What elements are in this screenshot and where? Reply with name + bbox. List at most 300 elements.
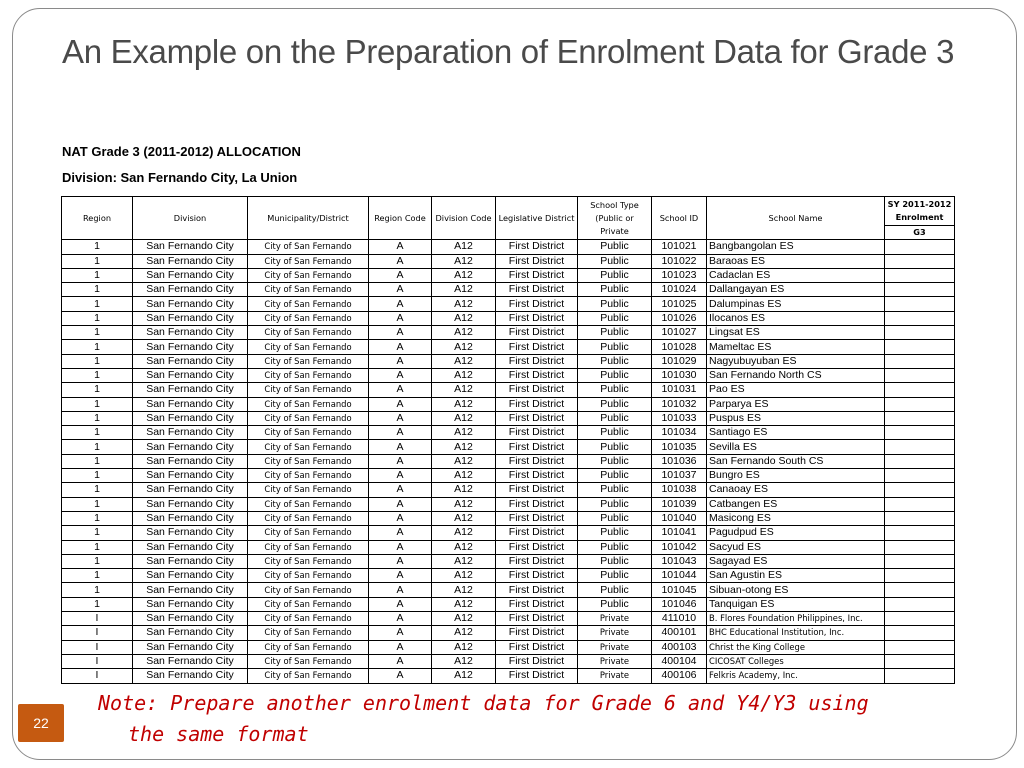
cell-region-code: A: [369, 511, 432, 525]
cell-division-code: A12: [432, 540, 496, 554]
table-row: [62, 612, 955, 626]
header-division-code: Division Code: [432, 197, 496, 240]
cell-region: 1: [62, 469, 133, 483]
cell-school-type: Public: [578, 469, 652, 483]
header-sy-enrolment: SY 2011-2012 Enrolment: [885, 197, 955, 226]
cell-municipality: City of San Fernando: [248, 626, 369, 640]
cell-school-name: Baraoas ES: [707, 254, 885, 268]
cell-legislative-district: First District: [496, 454, 578, 468]
cell-school-type: Public: [578, 497, 652, 511]
cell-school-name: Dalumpinas ES: [707, 297, 885, 311]
cell-division: San Fernando City: [133, 569, 248, 583]
cell-division-code: A12: [432, 368, 496, 382]
cell-school-id: 101023: [652, 268, 707, 282]
cell-school-id: 400106: [652, 669, 707, 683]
header-school-type: School Type (Public or Private: [578, 197, 652, 240]
cell-region-code: A: [369, 454, 432, 468]
cell-region-code: A: [369, 326, 432, 340]
cell-g3-enrolment: [885, 426, 955, 440]
cell-division-code: A12: [432, 569, 496, 583]
cell-region: 1: [62, 283, 133, 297]
table-row: [62, 368, 955, 382]
table-row: [62, 554, 955, 568]
cell-region: 1: [62, 454, 133, 468]
cell-division-code: A12: [432, 311, 496, 325]
header-municipality: Municipality/District: [248, 197, 369, 240]
cell-region: 1: [62, 411, 133, 425]
cell-g3-enrolment: [885, 297, 955, 311]
table-row: [62, 640, 955, 654]
cell-legislative-district: First District: [496, 340, 578, 354]
cell-region-code: A: [369, 554, 432, 568]
cell-school-id: 101046: [652, 597, 707, 611]
cell-division-code: A12: [432, 411, 496, 425]
cell-division: San Fernando City: [133, 454, 248, 468]
cell-division-code: A12: [432, 426, 496, 440]
cell-g3-enrolment: [885, 411, 955, 425]
cell-school-id: 101031: [652, 383, 707, 397]
cell-g3-enrolment: [885, 669, 955, 683]
allocation-subtitle: NAT Grade 3 (2011-2012) ALLOCATION: [62, 144, 301, 159]
cell-division-code: A12: [432, 469, 496, 483]
cell-municipality: City of San Fernando: [248, 254, 369, 268]
cell-legislative-district: First District: [496, 626, 578, 640]
cell-municipality: City of San Fernando: [248, 283, 369, 297]
cell-region-code: A: [369, 340, 432, 354]
table-row: [62, 326, 955, 340]
cell-legislative-district: First District: [496, 311, 578, 325]
cell-region: I: [62, 626, 133, 640]
slide-title: An Example on the Preparation of Enrolment Data for Grade 3: [62, 33, 955, 70]
cell-division-code: A12: [432, 554, 496, 568]
cell-municipality: City of San Fernando: [248, 483, 369, 497]
cell-region: 1: [62, 597, 133, 611]
cell-division-code: A12: [432, 497, 496, 511]
cell-school-name: San Fernando South CS: [707, 454, 885, 468]
note-line-1: Note: Prepare another enrolment data for Grade 6 and Y4/Y3 using: [98, 691, 869, 715]
cell-school-type: Public: [578, 483, 652, 497]
cell-school-name: Bungro ES: [707, 469, 885, 483]
table-row: [62, 426, 955, 440]
cell-school-type: Public: [578, 268, 652, 282]
cell-school-id: 411010: [652, 612, 707, 626]
cell-g3-enrolment: [885, 311, 955, 325]
table-row: [62, 469, 955, 483]
cell-division-code: A12: [432, 669, 496, 683]
cell-legislative-district: First District: [496, 254, 578, 268]
cell-division: San Fernando City: [133, 583, 248, 597]
cell-region-code: A: [369, 640, 432, 654]
cell-school-type: Public: [578, 354, 652, 368]
cell-school-name: Dallangayan ES: [707, 283, 885, 297]
cell-school-name: Mameltac ES: [707, 340, 885, 354]
cell-region-code: A: [369, 254, 432, 268]
cell-legislative-district: First District: [496, 654, 578, 668]
header-region: Region: [62, 197, 133, 240]
cell-school-name: Nagyubuyuban ES: [707, 354, 885, 368]
cell-school-type: Public: [578, 340, 652, 354]
cell-region-code: A: [369, 268, 432, 282]
cell-g3-enrolment: [885, 612, 955, 626]
cell-school-id: 101033: [652, 411, 707, 425]
cell-division: San Fernando City: [133, 368, 248, 382]
table-row: [62, 626, 955, 640]
cell-municipality: City of San Fernando: [248, 297, 369, 311]
cell-municipality: City of San Fernando: [248, 426, 369, 440]
cell-division-code: A12: [432, 340, 496, 354]
cell-school-type: Public: [578, 526, 652, 540]
cell-school-id: 101045: [652, 583, 707, 597]
cell-g3-enrolment: [885, 397, 955, 411]
cell-region-code: A: [369, 397, 432, 411]
cell-division: San Fernando City: [133, 640, 248, 654]
cell-g3-enrolment: [885, 340, 955, 354]
cell-school-name: Catbangen ES: [707, 497, 885, 511]
cell-region: 1: [62, 426, 133, 440]
cell-division-code: A12: [432, 640, 496, 654]
cell-school-type: Public: [578, 426, 652, 440]
table-row: [62, 340, 955, 354]
cell-legislative-district: First District: [496, 368, 578, 382]
cell-municipality: City of San Fernando: [248, 454, 369, 468]
note-line-2: the same format: [128, 722, 309, 746]
table-row: [62, 440, 955, 454]
cell-municipality: City of San Fernando: [248, 497, 369, 511]
cell-region: 1: [62, 326, 133, 340]
table-row: [62, 240, 955, 254]
cell-school-id: 101021: [652, 240, 707, 254]
cell-school-type: Public: [578, 597, 652, 611]
cell-legislative-district: First District: [496, 354, 578, 368]
cell-division: San Fernando City: [133, 326, 248, 340]
header-legislative-district: Legislative District: [496, 197, 578, 240]
cell-region-code: A: [369, 283, 432, 297]
cell-school-id: 400103: [652, 640, 707, 654]
cell-municipality: City of San Fernando: [248, 368, 369, 382]
cell-school-type: Public: [578, 554, 652, 568]
header-region-code: Region Code: [369, 197, 432, 240]
cell-division: San Fernando City: [133, 311, 248, 325]
cell-legislative-district: First District: [496, 526, 578, 540]
cell-g3-enrolment: [885, 583, 955, 597]
cell-school-name: Puspus ES: [707, 411, 885, 425]
cell-municipality: City of San Fernando: [248, 597, 369, 611]
cell-legislative-district: First District: [496, 640, 578, 654]
header-school-id: School ID: [652, 197, 707, 240]
cell-division: San Fernando City: [133, 612, 248, 626]
cell-legislative-district: First District: [496, 597, 578, 611]
cell-legislative-district: First District: [496, 612, 578, 626]
cell-school-name: Masicong ES: [707, 511, 885, 525]
cell-legislative-district: First District: [496, 583, 578, 597]
page-number-badge: 22: [18, 704, 64, 742]
cell-region-code: A: [369, 469, 432, 483]
cell-school-name: Lingsat ES: [707, 326, 885, 340]
cell-division-code: A12: [432, 583, 496, 597]
cell-school-name: Cadaclan ES: [707, 268, 885, 282]
cell-region: I: [62, 654, 133, 668]
cell-legislative-district: First District: [496, 497, 578, 511]
cell-school-name: Bangbangolan ES: [707, 240, 885, 254]
table-row: [62, 669, 955, 683]
cell-municipality: City of San Fernando: [248, 540, 369, 554]
cell-region-code: A: [369, 311, 432, 325]
table-row: [62, 283, 955, 297]
cell-school-id: 101042: [652, 540, 707, 554]
cell-region-code: A: [369, 626, 432, 640]
cell-region: 1: [62, 569, 133, 583]
cell-legislative-district: First District: [496, 297, 578, 311]
cell-legislative-district: First District: [496, 397, 578, 411]
cell-legislative-district: First District: [496, 383, 578, 397]
cell-division-code: A12: [432, 397, 496, 411]
cell-school-id: 101027: [652, 326, 707, 340]
cell-school-type: Public: [578, 440, 652, 454]
cell-school-type: Private: [578, 669, 652, 683]
cell-school-id: 101024: [652, 283, 707, 297]
cell-municipality: City of San Fernando: [248, 383, 369, 397]
cell-school-type: Public: [578, 454, 652, 468]
cell-school-name: B. Flores Foundation Philippines, Inc.: [707, 612, 885, 626]
table-body: [62, 240, 955, 683]
cell-division: San Fernando City: [133, 411, 248, 425]
cell-school-type: Public: [578, 297, 652, 311]
cell-region: I: [62, 640, 133, 654]
cell-region-code: A: [369, 240, 432, 254]
header-school-name: School Name: [707, 197, 885, 240]
cell-g3-enrolment: [885, 626, 955, 640]
cell-school-id: 101032: [652, 397, 707, 411]
cell-school-type: Public: [578, 569, 652, 583]
cell-school-id: 101039: [652, 497, 707, 511]
cell-g3-enrolment: [885, 383, 955, 397]
cell-region: 1: [62, 254, 133, 268]
cell-division-code: A12: [432, 483, 496, 497]
cell-school-type: Public: [578, 397, 652, 411]
cell-school-type: Public: [578, 583, 652, 597]
cell-division: San Fernando City: [133, 526, 248, 540]
cell-region: 1: [62, 497, 133, 511]
cell-region: 1: [62, 354, 133, 368]
cell-municipality: City of San Fernando: [248, 311, 369, 325]
table-row: [62, 583, 955, 597]
cell-region-code: A: [369, 569, 432, 583]
cell-legislative-district: First District: [496, 240, 578, 254]
cell-g3-enrolment: [885, 597, 955, 611]
cell-division: San Fernando City: [133, 283, 248, 297]
cell-municipality: City of San Fernando: [248, 440, 369, 454]
cell-school-type: Public: [578, 311, 652, 325]
cell-division-code: A12: [432, 526, 496, 540]
cell-division-code: A12: [432, 268, 496, 282]
cell-division: San Fernando City: [133, 426, 248, 440]
cell-division-code: A12: [432, 626, 496, 640]
cell-division-code: A12: [432, 354, 496, 368]
cell-school-type: Public: [578, 511, 652, 525]
cell-division-code: A12: [432, 240, 496, 254]
cell-school-name: BHC Educational Institution, Inc.: [707, 626, 885, 640]
cell-school-name: Ilocanos ES: [707, 311, 885, 325]
cell-school-type: Public: [578, 540, 652, 554]
cell-school-name: Sacyud ES: [707, 540, 885, 554]
cell-legislative-district: First District: [496, 511, 578, 525]
cell-region: I: [62, 669, 133, 683]
enrolment-table: [61, 196, 955, 684]
cell-municipality: City of San Fernando: [248, 469, 369, 483]
cell-school-id: 101025: [652, 297, 707, 311]
cell-division: San Fernando City: [133, 554, 248, 568]
cell-division: San Fernando City: [133, 397, 248, 411]
cell-division: San Fernando City: [133, 383, 248, 397]
cell-school-id: 101037: [652, 469, 707, 483]
division-subtitle: Division: San Fernando City, La Union: [62, 170, 298, 185]
table-row: [62, 497, 955, 511]
cell-school-name: Sevilla ES: [707, 440, 885, 454]
cell-legislative-district: First District: [496, 540, 578, 554]
cell-division-code: A12: [432, 511, 496, 525]
cell-region-code: A: [369, 654, 432, 668]
cell-school-name: San Fernando North CS: [707, 368, 885, 382]
cell-g3-enrolment: [885, 254, 955, 268]
cell-g3-enrolment: [885, 326, 955, 340]
cell-school-name: Christ the King College: [707, 640, 885, 654]
cell-school-id: 101043: [652, 554, 707, 568]
cell-municipality: City of San Fernando: [248, 411, 369, 425]
cell-region: 1: [62, 583, 133, 597]
cell-school-type: Private: [578, 626, 652, 640]
cell-g3-enrolment: [885, 526, 955, 540]
cell-school-id: 101036: [652, 454, 707, 468]
cell-school-type: Public: [578, 383, 652, 397]
table-row: [62, 268, 955, 282]
cell-school-type: Public: [578, 254, 652, 268]
cell-municipality: City of San Fernando: [248, 583, 369, 597]
cell-school-type: Public: [578, 326, 652, 340]
cell-school-id: 101040: [652, 511, 707, 525]
table-row: [62, 540, 955, 554]
cell-region: 1: [62, 268, 133, 282]
cell-municipality: City of San Fernando: [248, 640, 369, 654]
cell-school-id: 101029: [652, 354, 707, 368]
cell-legislative-district: First District: [496, 669, 578, 683]
cell-school-id: 101030: [652, 368, 707, 382]
header-division: Division: [133, 197, 248, 240]
cell-division: San Fernando City: [133, 654, 248, 668]
cell-division-code: A12: [432, 297, 496, 311]
cell-school-type: Private: [578, 612, 652, 626]
cell-legislative-district: First District: [496, 426, 578, 440]
cell-division: San Fernando City: [133, 440, 248, 454]
cell-municipality: City of San Fernando: [248, 554, 369, 568]
cell-division-code: A12: [432, 440, 496, 454]
cell-legislative-district: First District: [496, 326, 578, 340]
cell-region: 1: [62, 526, 133, 540]
cell-region: 1: [62, 311, 133, 325]
cell-division-code: A12: [432, 654, 496, 668]
cell-division: San Fernando City: [133, 254, 248, 268]
cell-municipality: City of San Fernando: [248, 654, 369, 668]
cell-region-code: A: [369, 583, 432, 597]
cell-region: 1: [62, 368, 133, 382]
cell-region: 1: [62, 440, 133, 454]
cell-region-code: A: [369, 497, 432, 511]
cell-g3-enrolment: [885, 569, 955, 583]
cell-school-type: Public: [578, 411, 652, 425]
cell-municipality: City of San Fernando: [248, 340, 369, 354]
cell-division-code: A12: [432, 383, 496, 397]
cell-school-type: Public: [578, 368, 652, 382]
cell-g3-enrolment: [885, 497, 955, 511]
cell-municipality: City of San Fernando: [248, 569, 369, 583]
cell-legislative-district: First District: [496, 268, 578, 282]
cell-school-id: 400104: [652, 654, 707, 668]
cell-municipality: City of San Fernando: [248, 354, 369, 368]
cell-division-code: A12: [432, 612, 496, 626]
cell-school-name: Felkris Academy, Inc.: [707, 669, 885, 683]
cell-region-code: A: [369, 368, 432, 382]
cell-g3-enrolment: [885, 554, 955, 568]
cell-region: 1: [62, 297, 133, 311]
cell-division: San Fernando City: [133, 354, 248, 368]
cell-school-type: Public: [578, 283, 652, 297]
table-row: [62, 297, 955, 311]
cell-division: San Fernando City: [133, 469, 248, 483]
cell-g3-enrolment: [885, 511, 955, 525]
cell-legislative-district: First District: [496, 283, 578, 297]
table-row: [62, 654, 955, 668]
cell-legislative-district: First District: [496, 469, 578, 483]
cell-school-id: 101028: [652, 340, 707, 354]
cell-g3-enrolment: [885, 440, 955, 454]
cell-g3-enrolment: [885, 354, 955, 368]
cell-region: 1: [62, 383, 133, 397]
cell-region-code: A: [369, 612, 432, 626]
cell-school-id: 101034: [652, 426, 707, 440]
cell-g3-enrolment: [885, 283, 955, 297]
cell-municipality: City of San Fernando: [248, 511, 369, 525]
cell-division-code: A12: [432, 283, 496, 297]
cell-school-id: 101022: [652, 254, 707, 268]
cell-school-id: 101026: [652, 311, 707, 325]
cell-g3-enrolment: [885, 268, 955, 282]
table-row: [62, 454, 955, 468]
cell-school-name: Pagudpud ES: [707, 526, 885, 540]
cell-region: 1: [62, 240, 133, 254]
cell-school-id: 101041: [652, 526, 707, 540]
cell-municipality: City of San Fernando: [248, 268, 369, 282]
cell-g3-enrolment: [885, 368, 955, 382]
cell-region-code: A: [369, 411, 432, 425]
table-row: [62, 411, 955, 425]
cell-division: San Fernando City: [133, 497, 248, 511]
cell-region: 1: [62, 483, 133, 497]
cell-municipality: City of San Fernando: [248, 397, 369, 411]
cell-g3-enrolment: [885, 654, 955, 668]
cell-division: San Fernando City: [133, 268, 248, 282]
cell-division-code: A12: [432, 454, 496, 468]
cell-division: San Fernando City: [133, 297, 248, 311]
cell-region: 1: [62, 540, 133, 554]
table-row: [62, 483, 955, 497]
table-row: [62, 311, 955, 325]
cell-region-code: A: [369, 383, 432, 397]
cell-g3-enrolment: [885, 483, 955, 497]
cell-division: San Fernando City: [133, 540, 248, 554]
cell-school-name: CICOSAT Colleges: [707, 654, 885, 668]
cell-division-code: A12: [432, 254, 496, 268]
cell-municipality: City of San Fernando: [248, 669, 369, 683]
cell-school-id: 101038: [652, 483, 707, 497]
